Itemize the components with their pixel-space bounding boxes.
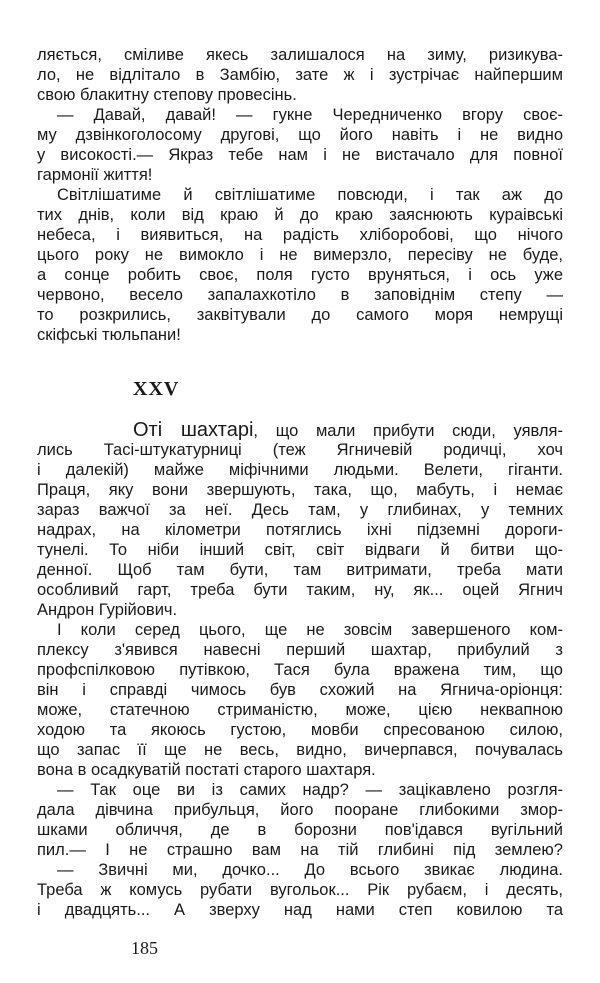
text-line: особливий гарт, треба бути таким, ну, як... оцей Ягнич [37, 581, 563, 599]
text-line: плексу з'явився навесні перший шахтар, прибулий з [37, 641, 563, 659]
text-line: пил.— І не страшно вам на тій глибині під землею? [37, 841, 563, 859]
text-line: лись Тасі-штукатурниці (теж Ягничевій родичці, хоч [37, 441, 563, 459]
text-line: червоно, весело запалахкотіло в заповіднім степу — [37, 286, 563, 304]
text-block-top [37, 45, 563, 345]
text-line: небеса, і виявиться, на радість хліборобові, що нічого [37, 226, 563, 244]
text-line: і двадцять... А зверху над нами степ ковилою та [37, 901, 563, 919]
text-line: денної. Щоб там бути, там витримати, треба мати [37, 561, 563, 579]
text-line: ляється, сміливе якесь залишалося на зиму, ризикува- [37, 46, 563, 64]
text-line: він і справді чимось був схожий на Ягнича-оріонця: [37, 681, 563, 699]
text-line: і далекій) майже міфічними людьми. Велети, гіганти. [37, 461, 563, 479]
text-line: ходою та якоюсь густою, мовби спресованою силою, [37, 721, 563, 739]
text-line: — Так оце ви із самих надр? — зацікавлено розгля- [57, 781, 563, 799]
text-line: гармонії життя! [37, 166, 153, 184]
text-line: Праця, яку вони звершують, така, що, мабуть, і немає [37, 481, 563, 499]
text-line: вона в осадкуватій постаті старого шахтаря. [37, 761, 376, 779]
text-line: свою блакитну степову провесінь. [37, 86, 297, 104]
text-line: тих днів, коли від краю й до краю заяснюють кураівські [37, 206, 563, 224]
text-line: цього року не вимокло і не вимерзло, пересіву не буде, [37, 246, 563, 264]
lead-word: Оті шахтарі [133, 419, 254, 441]
text-line: у високості.— Якраз тебе нам і не вистачало для повної [37, 146, 563, 164]
text-line: — Звичні ми, дочко... До всього звикає людина. [57, 861, 563, 879]
text-line: — Давай, давай! — гукне Чередниченко вгору своє- [57, 106, 563, 124]
text-line [37, 420, 563, 440]
text-line: тунелі. То ніби інший світ, світ відваги й битви що- [37, 541, 563, 559]
text-line: ло, не відлітало в Замбію, зате ж і зустрічає найпершим [37, 66, 563, 84]
text-line: му дзвінкоголосому другові, що його навіть і не видно [37, 126, 563, 144]
text-line: може, статечною стриманістю, може, цією неквапною [37, 701, 563, 719]
text-line: профспілковою путівкою, Тася була вражена тим, що [37, 661, 563, 679]
text-line: надрах, на кілометри потяглись іхні підземні дороги- [37, 521, 563, 539]
text-line: скіфські тюльпани! [37, 326, 181, 344]
text-line: зараз важчої за неї. Десь там, у глибинах, у темних [37, 501, 563, 519]
text-line-rest: , що мали прибути сюди, уявля- [253, 422, 563, 440]
text-line: І коли серед цього, ще не зовсім завершеного ком- [57, 621, 563, 639]
text-line: дала дівчина прибульця, його пооране глибокими змор- [37, 801, 563, 819]
text-line: то розкрились, заквітували до самого моря немрущі [37, 306, 563, 324]
text-block-chapter [37, 420, 563, 920]
page-number: 185 [131, 938, 158, 958]
text-line: а сонце робить своє, поля густо вруняться, і ось уже [37, 266, 563, 284]
text-line: Андрон Гурійович. [37, 601, 178, 619]
text-line: Світлішатиме й світлішатиме повсюди, і так аж до [57, 186, 563, 204]
text-line: шками обличчя, де в борозни пов'ідався вугільний [37, 821, 563, 839]
text-line: Треба ж комусь рубати вугольок... Рік рубаєм, і десять, [37, 881, 563, 899]
text-line: що запас її ще не весь, видно, вичерпався, почувалась [37, 741, 563, 759]
chapter-heading: XXV [133, 378, 180, 400]
